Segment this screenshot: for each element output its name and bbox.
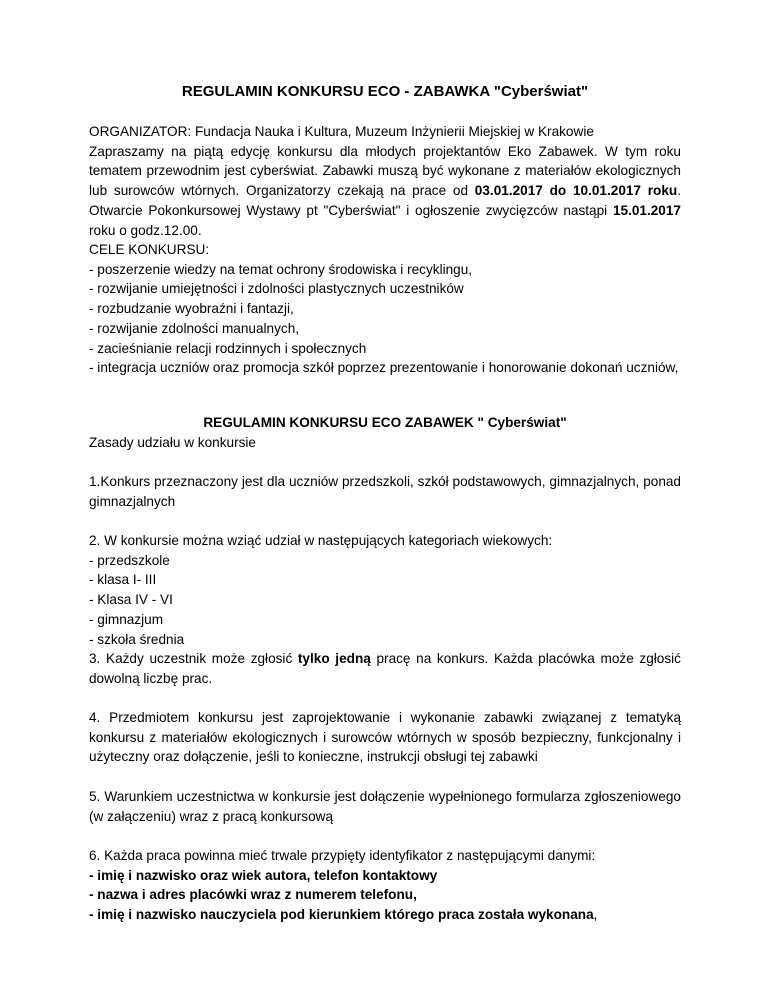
rule-3: 3. Każdy uczestnik może zgłosić tylko jedną pracę na konkurs. Każda placówka może zgłosić dowolną liczbę prac. xyxy=(89,651,681,686)
intro-paragraph xyxy=(89,122,681,240)
goal-item: - rozbudzanie wyobraźni i fantazji, xyxy=(89,301,294,317)
rule-2-intro: 2. W konkursie można wziąć udział w następujących kategoriach wiekowych: xyxy=(89,533,553,548)
award-date: 15.01.2017 xyxy=(612,202,681,218)
rule-1: 1.Konkurs przeznaczony jest dla uczniów przedszkoli, szkół podstawowych, gimnazjalnych, ponad gimnazjalnych xyxy=(89,474,681,509)
category-item: - gimnazjum xyxy=(89,611,164,627)
intro-text: Zapraszamy na piątą edycję konkursu dla młodych projektantów Eko Zabawek. W tym roku tematem przewodnim jest cyberświat. Zabawki muszą być wykonane z materiałów ekologicznych lub surowców wtórnych. Organizatorzy czekają na prace od 03.01.2017 do 10.01.2017 roku. Otwarcie Pokonkursowej Wystawy pt "Cyberświat" i ogłoszenie zwycięzców nastąpi 15.01.2017 roku o godz.12.00. xyxy=(89,143,681,238)
goals-heading: CELE KONKURSU: xyxy=(89,242,210,257)
goal-item: - zacieśnianie relacji rodzinnych i społecznych xyxy=(89,340,367,356)
goal-item: - poszerzenie wiedzy na temat ochrony środowiska i recyklingu, xyxy=(89,261,473,277)
rule-4: 4. Przedmiotem konkursu jest zaprojektowanie i wykonanie zabawki związanej z tematyką konkursu z materiałów ekologicznych i surowców wtórnych w sposób bezpieczny, funkcjonalny i użyteczny oraz dołączenie, jeśli to konieczne, instrukcji obsługi tej zabawki xyxy=(89,710,681,765)
rule-6 xyxy=(89,846,681,925)
category-item: - klasa I- III xyxy=(89,572,157,588)
identifier-item: - nazwa i adres placówki wraz z numerem telefonu, xyxy=(89,887,417,903)
category-item: - szkoła średnia xyxy=(89,631,185,647)
document-title: REGULAMIN KONKURSU ECO - ZABAWKA "Cyberświat" xyxy=(181,83,589,100)
goal-item: - rozwijanie zdolności manualnych, xyxy=(89,320,300,336)
category-item: - Klasa IV - VI xyxy=(89,592,173,608)
identifier-item: - imię i nazwisko nauczyciela pod kierunkiem którego praca została wykonana, xyxy=(89,907,598,923)
goals-section xyxy=(89,240,681,378)
section-subtitle: Zasady udziału w konkursie xyxy=(89,435,256,450)
goal-item: - integracja uczniów oraz promocja szkół poprzez prezentowanie i honorowanie dokonań uczniów, xyxy=(89,360,679,376)
rule-3-emphasis: tylko jedną xyxy=(297,651,371,666)
goal-item: - rozwijanie umiejętności i zdolności plastycznych uczestników xyxy=(89,281,464,297)
rule-6-intro: 6. Każda praca powinna mieć trwale przypięty identyfikator z następującymi danymi: xyxy=(89,848,596,863)
rule-2 xyxy=(89,531,681,649)
category-item: - przedszkole xyxy=(89,552,170,568)
submission-dates: 03.01.2017 do 10.01.2017 roku xyxy=(474,183,678,199)
rule-5: 5. Warunkiem uczestnictwa w konkursie jest dołączenie wypełnionego formularza zgłoszeniowego (w załączeniu) wraz z pracą konkursową xyxy=(89,789,681,824)
identifier-item: - imię i nazwisko oraz wiek autora, telefon kontaktowy xyxy=(89,867,438,883)
organizer-line: ORGANIZATOR: Fundacja Nauka i Kultura, Muzeum Inżynierii Miejskiej w Krakowie xyxy=(89,124,594,139)
section-title: REGULAMIN KONKURSU ECO ZABAWEK " Cyberświat" xyxy=(203,415,567,430)
